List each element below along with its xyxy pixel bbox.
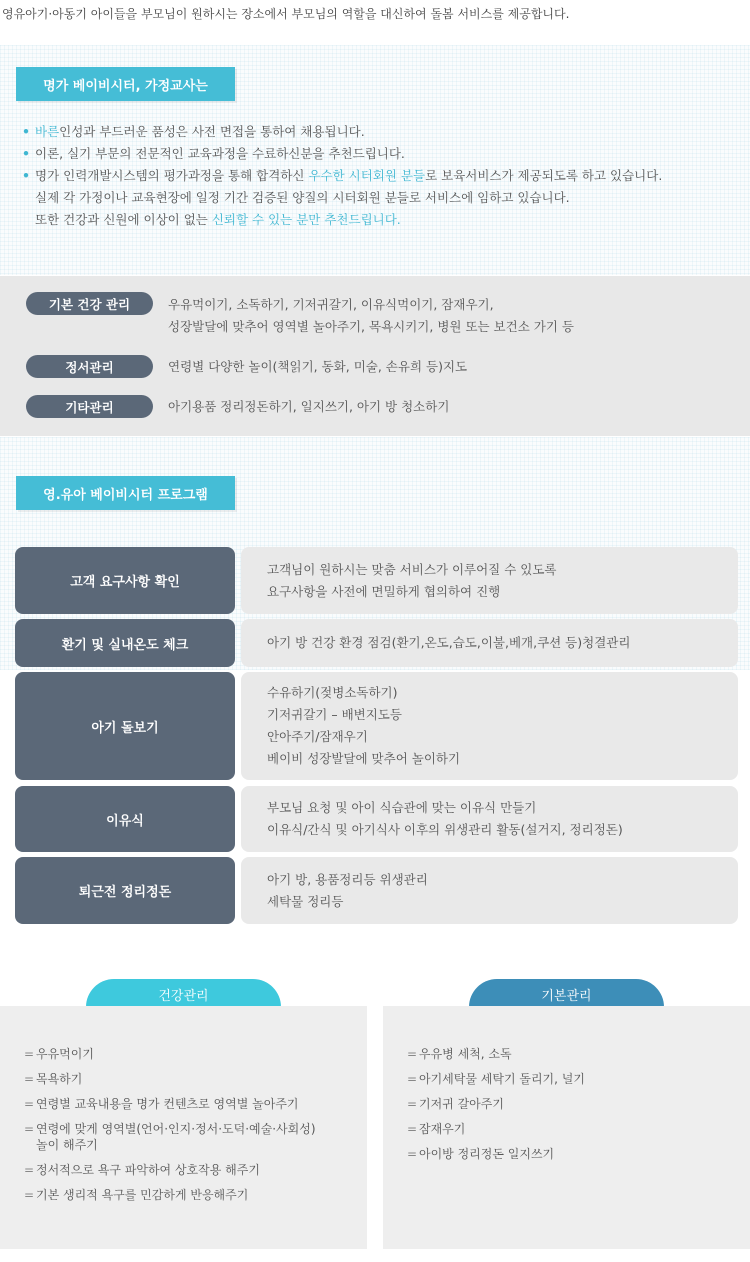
health-title-tab: 건강관리 — [86, 979, 281, 1007]
sitter-bullet-list — [22, 121, 662, 231]
section-tag-sitter: 명가 베이비시터, 가정교사는 — [16, 67, 235, 101]
duty-pill-health: 기본 건강 관리 — [26, 292, 153, 315]
basic-list — [407, 1046, 585, 1171]
list-item: = 정서적으로 욕구 파악하여 상호작용 해주기 — [24, 1163, 260, 1177]
program-line: 세탁물 정리등 — [267, 893, 344, 909]
bullet-text: 인성과 부드러운 품성은 사전 면접을 통하여 채용됩니다. — [59, 124, 365, 139]
bullet-text: 로 보육서비스가 제공되도록 하고 있습니다. — [425, 168, 663, 183]
list-item: = 연령별 교육내용을 명가 컨텐츠로 영역별 놀아주기 — [24, 1097, 299, 1111]
list-item: = 목욕하기 — [24, 1072, 83, 1086]
highlight-text: 바른 — [35, 124, 60, 139]
duty-text-emotion: 연령별 다양한 놀이(책읽기, 동화, 미술, 손유희 등)지도 — [168, 359, 468, 374]
program-title-babyfood: 이유식 — [15, 786, 235, 852]
program-title-cleanup: 퇴근전 정리정돈 — [15, 857, 235, 924]
program-title-ventilation: 환기 및 실내온도 체크 — [15, 619, 235, 667]
program-line: 부모님 요청 및 아이 식습관에 맞는 이유식 만들기 — [267, 800, 537, 815]
list-item: = 기저귀 갈아주기 — [407, 1097, 504, 1111]
duty-line: 성장발달에 맞추어 영역별 놀아주기, 목욕시키기, 병원 또는 보건소 가기 등 — [168, 319, 574, 334]
list-item: = 아기세탁물 세탁기 돌리기, 널기 — [407, 1072, 585, 1086]
duty-text-other: 아기용품 정리정돈하기, 일지쓰기, 아기 방 청소하기 — [168, 399, 450, 414]
intro-text: 영유아기·아동기 아이들을 부모님이 원하시는 장소에서 부모님의 역할을 대신하여 돌봄 서비스를 제공합니다. — [2, 7, 570, 21]
program-title-babycare: 아기 돌보기 — [15, 672, 235, 780]
bullet-text: 이론, 실기 부문의 전문적인 교육과정을 수료하신분을 추천드립니다. — [35, 146, 405, 161]
program-title-request: 고객 요구사항 확인 — [15, 547, 235, 614]
bullet-continuation — [35, 209, 662, 231]
list-item: = 연령에 맞게 영역별(언어·인지·정서·도덕·예술·사회성) 놀이 해주기 — [24, 1122, 316, 1152]
program-desc-request — [241, 547, 738, 614]
bullet-dot-icon: • — [22, 168, 30, 183]
bullet-dot-icon: • — [22, 146, 30, 161]
program-line: 요구사항을 사전에 면밀하게 협의하여 진행 — [267, 583, 501, 599]
program-line: 수유하기(젖병소독하기) — [267, 685, 398, 700]
program-desc-ventilation — [241, 619, 738, 667]
program-line: 베이비 성장발달에 맞추어 놀이하기 — [267, 751, 461, 766]
list-item: = 우유병 세척, 소독 — [407, 1047, 512, 1061]
bullet-text: 명가 인력개발시스템의 평가과정을 통해 합격하신 — [35, 168, 309, 183]
duty-pill-other: 기타관리 — [26, 395, 153, 418]
program-line: 고객님이 원하시는 맞춤 서비스가 이루어질 수 있도록 — [267, 561, 557, 577]
bullet-dot-icon: • — [22, 124, 30, 139]
program-line: 이유식/간식 및 아기식사 이후의 위생관리 활동(설거지, 정리정돈) — [267, 822, 623, 837]
program-line: 기저귀갈기 – 배변지도등 — [267, 707, 402, 722]
list-item: = 아이방 정리정돈 일지쓰기 — [407, 1147, 555, 1161]
duty-line: 우유먹이기, 소독하기, 기저귀갈기, 이유식먹이기, 잠재우기, — [168, 297, 494, 312]
program-desc-babyfood — [241, 786, 738, 852]
program-desc-babycare — [241, 672, 738, 780]
highlight-text: 신뢰할 수 있는 분만 추천드립니다. — [211, 212, 401, 227]
program-line: 아기 방, 용품정리등 위생관리 — [267, 871, 428, 887]
bullet-text: 또한 건강과 신원에 이상이 없는 — [35, 212, 212, 227]
program-line: 안아주기/잠재우기 — [267, 729, 368, 744]
section-tag-program: 영.유아 베이비시터 프로그램 — [16, 476, 235, 510]
bullet-item — [22, 165, 662, 231]
duty-text-health — [168, 294, 574, 338]
bullet-item — [22, 143, 662, 165]
health-list — [24, 1046, 316, 1212]
bullet-continuation: 실제 각 가정이나 교육현장에 일정 기간 검증된 양질의 시터회원 분들로 서비스에 임하고 있습니다. — [35, 190, 570, 205]
basic-title-tab: 기본관리 — [469, 979, 664, 1007]
list-item: = 기본 생리적 욕구를 민감하게 반응해주기 — [24, 1188, 249, 1202]
list-item: = 우유먹이기 — [24, 1047, 94, 1061]
bullet-item — [22, 121, 662, 143]
list-item: = 잠재우기 — [407, 1122, 466, 1136]
highlight-text: 우수한 시터회원 분들 — [308, 168, 426, 183]
duty-pill-emotion: 정서관리 — [26, 355, 153, 378]
program-line: 아기 방 건강 환경 점검(환기,온도,습도,이불,베개,쿠션 등)청결관리 — [267, 635, 631, 650]
program-desc-cleanup — [241, 857, 738, 924]
